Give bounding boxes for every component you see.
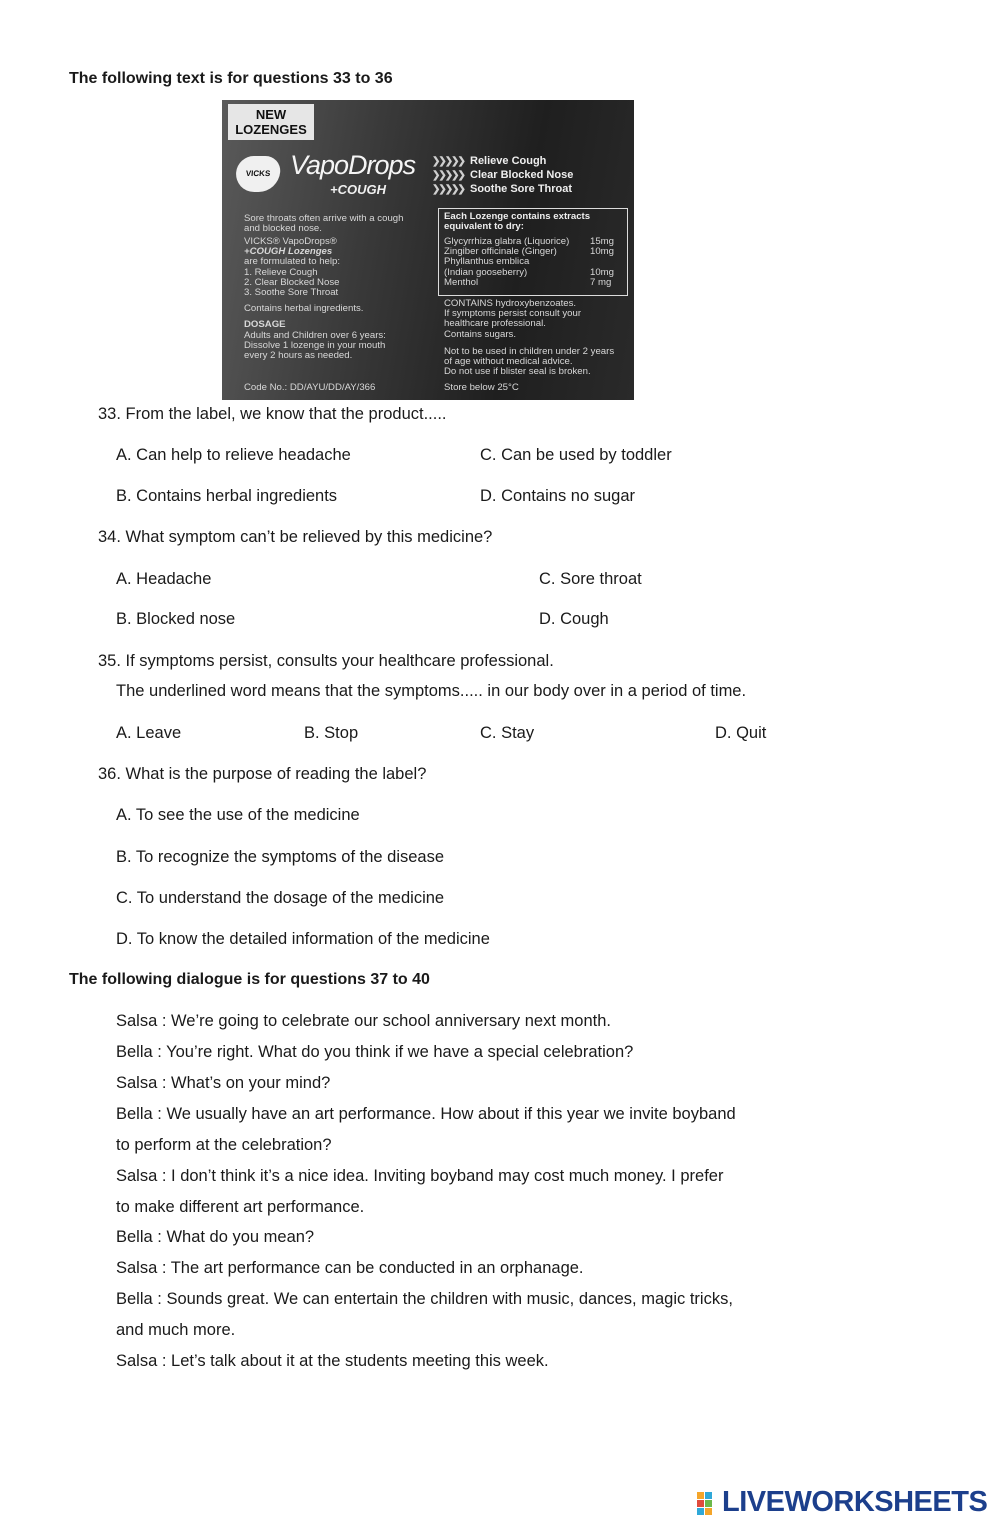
question-34: 34. What symptom can’t be relieved by this medicine? [98, 528, 493, 546]
label-left-line: 3. Soothe Sore Throat [244, 287, 339, 298]
label-left-line: Contains herbal ingredients. [244, 303, 364, 314]
question-35: 35. If symptoms persist, consults your healthcare professional. [98, 652, 554, 670]
medicine-label-image [222, 100, 634, 400]
dialogue-line: Salsa : Let’s talk about it at the students meeting this week. [116, 1352, 549, 1370]
q34-option-b[interactable]: B. Blocked nose [116, 610, 236, 628]
ingredient-amount: 10mg [590, 267, 614, 278]
q34-option-a[interactable]: A. Headache [116, 570, 212, 588]
label-right-line: If symptoms persist consult your [444, 308, 582, 319]
dialogue-line: Bella : We usually have an art performance. How about if this year we invite boyband [116, 1105, 736, 1123]
question-35-prompt: The underlined word means that the symptoms..... in our body over in a period of time. [116, 682, 747, 700]
brand-subtitle: +COUGH [330, 182, 386, 197]
brand-name: VapoDrops [290, 150, 416, 180]
chevron-right-icon: ❯❯❯❯❯ [432, 170, 464, 181]
vicks-logo: VICKS [234, 156, 281, 192]
label-left-line: Sore throats often arrive with a cough [244, 213, 404, 224]
q33-option-d[interactable]: D. Contains no sugar [480, 487, 636, 505]
q33-option-b[interactable]: B. Contains herbal ingredients [116, 487, 338, 505]
new-text: NEW [255, 107, 287, 122]
question-36: 36. What is the purpose of reading the label? [98, 765, 427, 783]
label-left-line: Adults and Children over 6 years: [244, 330, 386, 341]
label-left-line: 2. Clear Blocked Nose [244, 277, 340, 288]
label-left-line: +COUGH Lozenges [244, 246, 333, 257]
label-left-line: VICKS® VapoDrops® [244, 236, 337, 247]
question-33: 33. From the label, we know that the product..... [98, 405, 447, 423]
dialogue-line: Bella : Sounds great. We can entertain the children with music, dances, magic tricks, [116, 1290, 733, 1308]
ingredient-name: (Indian gooseberry) [444, 267, 528, 278]
lozenges-text: LOZENGES [235, 122, 307, 137]
q34-option-d[interactable]: D. Cough [539, 610, 609, 628]
dialogue-line: Bella : What do you mean? [116, 1228, 315, 1246]
dialogue-line: Salsa : I don’t think it’s a nice idea. Inviting boyband may cost much money. I prefer [116, 1167, 724, 1185]
section-heading-37-40: The following dialogue is for questions 37 to 40 [69, 971, 430, 988]
q36-option-b[interactable]: B. To recognize the symptoms of the disease [116, 848, 445, 866]
dialogue-line: Salsa : What’s on your mind? [116, 1074, 331, 1092]
ingredient-amount: 7 mg [590, 277, 612, 288]
dialogue-line: Salsa : We’re going to celebrate our school anniversary next month. [116, 1012, 611, 1030]
label-left-line: DOSAGE [244, 319, 286, 330]
q35-option-b[interactable]: B. Stop [304, 724, 359, 742]
chevron-right-icon: ❯❯❯❯❯ [432, 184, 464, 195]
claim-1: Relieve Cough [470, 155, 547, 167]
dialogue-line: Bella : You’re right. What do you think if we have a special celebration? [116, 1043, 634, 1061]
label-left-line: Code No.: DD/AYU/DD/AY/366 [244, 382, 376, 393]
dialogue-line: and much more. [116, 1321, 236, 1339]
label-right-line: Do not use if blister seal is broken. [444, 366, 591, 377]
dialogue-line: to perform at the celebration? [116, 1136, 332, 1154]
q35-option-a[interactable]: A. Leave [116, 724, 182, 742]
ingredient-name: Menthol [444, 277, 479, 288]
q36-option-c[interactable]: C. To understand the dosage of the medicine [116, 889, 445, 907]
q35-option-c[interactable]: C. Stay [480, 724, 535, 742]
label-right-line: Store below 25°C [444, 382, 519, 393]
label-left-line: and blocked nose. [244, 223, 322, 234]
claim-3: Soothe Sore Throat [470, 183, 573, 195]
ingredient-amount: 15mg [590, 236, 614, 247]
liveworksheets-brand[interactable]: LIVEWORKSHEETS [722, 1486, 988, 1518]
label-left-line: Dissolve 1 lozenge in your mouth [244, 340, 386, 351]
q34-option-c[interactable]: C. Sore throat [539, 570, 642, 588]
section-heading-33-36: The following text is for questions 33 to 36 [69, 70, 393, 87]
ingredient-name: Zingiber officinale (Ginger) [444, 246, 557, 257]
label-right-line: healthcare professional. [444, 318, 546, 329]
box-title: equivalent to dry: [444, 221, 524, 232]
box-title: Each Lozenge contains extracts [444, 211, 591, 222]
q33-option-a[interactable]: A. Can help to relieve headache [116, 446, 351, 464]
ingredient-amount: 10mg [590, 246, 614, 257]
label-left-line: 1. Relieve Cough [244, 267, 318, 278]
q36-option-a[interactable]: A. To see the use of the medicine [116, 806, 360, 824]
q33-option-c[interactable]: C. Can be used by toddler [480, 446, 672, 464]
dialogue-line: to make different art performance. [116, 1198, 365, 1216]
label-right-line: CONTAINS hydroxybenzoates. [444, 298, 577, 309]
label-right-line: of age without medical advice. [444, 356, 573, 367]
label-right-line: Not to be used in children under 2 years [444, 346, 615, 357]
q36-option-d[interactable]: D. To know the detailed information of the medicine [116, 930, 490, 948]
new-lozenges-badge [228, 104, 314, 140]
ingredient-name: Glycyrrhiza glabra (Liquorice) [444, 236, 570, 247]
label-right-line: Contains sugars. [444, 329, 516, 340]
label-left-line: are formulated to help: [244, 256, 340, 267]
chevron-right-icon: ❯❯❯❯❯ [432, 156, 464, 167]
liveworksheets-logo-icon [697, 1492, 721, 1516]
dialogue-line: Salsa : The art performance can be conducted in an orphanage. [116, 1259, 584, 1277]
q35-option-d[interactable]: D. Quit [715, 724, 767, 742]
ingredient-name: Phyllanthus emblica [444, 256, 530, 267]
label-left-line: every 2 hours as needed. [244, 350, 353, 361]
claim-2: Clear Blocked Nose [470, 169, 574, 181]
